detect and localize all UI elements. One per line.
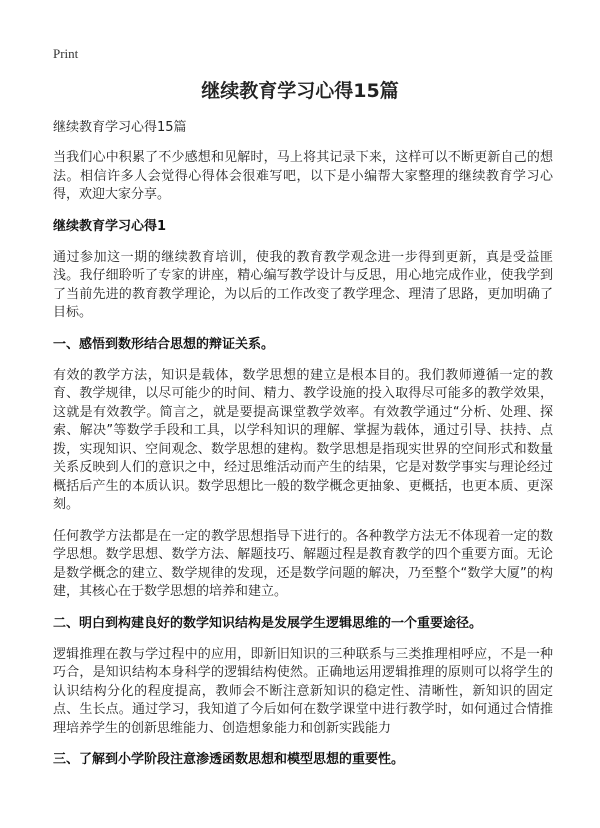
paragraph-1: 通过参加这一期的继续教育培训，使我的教育教学观念进一步得到更新，真是受益匪浅。我仔细聆听了专家的讲座，精心编写教学设计与反思，用心地完成作业，使我学到了当前先进的教育教学理论，为以后的工作改变了教学理念、理清了思路，更加明确了目标。 bbox=[53, 249, 553, 320]
paragraph-3: 任何教学方法都是在一定的教学思想指导下进行的。各种教学方法无不体现着一定的数学思想。数学思想、数学方法、解题技巧、解题过程是教育教学的四个重要方面。无论是数学概念的建立、数学规律的发现，还是数学问题的解决，乃至整个“数学大厦”的构建，其核心在于数学思想的培养和建立。 bbox=[53, 528, 553, 599]
heading-1: 一、感悟到数形结合思想的辩证关系。 bbox=[53, 336, 275, 352]
section-title: 继续教育学习心得1 bbox=[53, 218, 167, 234]
heading-3: 三、了解到小学阶段注意渗透函数思想和模型思想的重要性。 bbox=[53, 752, 405, 767]
article-subtitle: 继续教育学习心得15篇 bbox=[53, 120, 187, 135]
paragraph-2: 有效的教学方法，知识是载体，数学思想的建立是根本目的。我们教师遵循一定的教育、教学规律，以尽可能少的时间、精力、教学设施的投入取得尽可能多的教学效果，这就是有效教学。简言之，就是要提高课堂教学效率。有效教学通过“分析、处理、探索、解决”等数学手段和工具，以学科知识的理解、掌握为载体，通过引导、扶持、点拨，实现知识、空间观念、数学思想的建构。数学思想是指现实世界的空间形式和数量关系反映到人们的意识之中，经过思维活动而产生的结果，它是对数学事实与理论经过概括后产生的本质认识。数学思想比一般的数学概念更抽象、更概括，也更本质、更深刻。 bbox=[53, 367, 553, 512]
page-title: 继续教育学习心得15篇 bbox=[201, 80, 399, 102]
article-body bbox=[53, 119, 553, 782]
heading-2: 二、明白到构建良好的数学知识结构是发展学生逻辑思维的一个重要途径。 bbox=[53, 615, 483, 631]
print-link[interactable]: Print bbox=[53, 46, 79, 61]
paragraph-4: 逻辑推理在教与学过程中的应用，即新旧知识的三种联系与三类推理相呼应，不是一种巧合，是知识结构本身科学的逻辑结构使然。正确地运用逻辑推理的原则可以将学生的认识结构分化的程度提高，教师会不断注意新知识的稳定性、清晰性，新知识的固定点、生长点。通过学习，我知道了今后如何在数学课堂中进行教学时，如何通过合情推理培养学生的创新思维能力、创造想象能力和创新实践能力 bbox=[53, 646, 553, 736]
intro-paragraph: 当我们心中积累了不少感想和见解时，马上将其记录下来，这样可以不断更新自己的想法。相信许多人会觉得心得体会很难写吧，以下是小编帮大家整理的继续教育学习心得，欢迎大家分享。 bbox=[53, 150, 553, 202]
